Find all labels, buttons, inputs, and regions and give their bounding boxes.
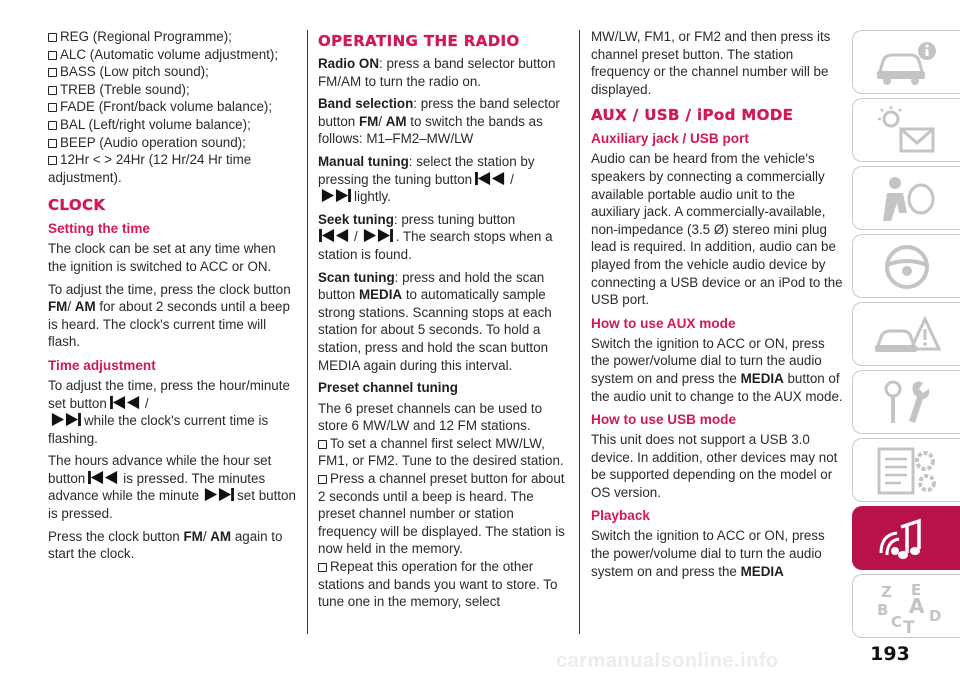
- text: while the clock's current time is flashing.: [48, 413, 269, 446]
- list-item: [318, 470, 566, 558]
- list-item: [48, 28, 298, 46]
- subheading-time-adjustment: Time adjustment: [48, 357, 156, 373]
- skip-back-icon: [474, 171, 508, 186]
- list-item-text: REG (Regional Programme);: [60, 29, 232, 44]
- list-item: [48, 134, 298, 152]
- text: MW/LW, FM1, or FM2 and then press its channel preset button. The station frequency or the channel number will be displayed.: [591, 29, 831, 97]
- skip-forward-icon: [360, 228, 394, 243]
- text: Switch the ignition to ACC or ON, press the power/volume dial to turn the audio system on and press the: [591, 528, 825, 579]
- roadside-emergency-icon: [873, 309, 943, 361]
- paragraph: [318, 269, 566, 375]
- text: : press a band selector button FM/AM to turn the radio on.: [318, 56, 556, 89]
- text: Switch the ignition to ACC or ON, press the power/volume dial to turn the audio system on and press the: [591, 335, 825, 386]
- column-3: [591, 28, 843, 585]
- svg-text:C: C: [891, 613, 903, 631]
- checkbox-bullet-icon: [48, 139, 57, 148]
- paragraph: [48, 528, 298, 563]
- list-item-text: 12Hr < > 24Hr (12 Hr/24 Hr time adjustment).: [48, 152, 252, 185]
- column-2: [318, 28, 566, 611]
- page-number: 193: [870, 643, 910, 665]
- key-wrench-icon: [873, 377, 943, 429]
- paragraph: [48, 281, 298, 351]
- text: : select the station by pressing the tuning button: [318, 153, 535, 187]
- text: . The search stops when a station is found.: [318, 229, 553, 262]
- text: /: [354, 229, 358, 245]
- section-heading-clock: CLOCK: [48, 196, 106, 215]
- text: The hours advance while the hour set button: [48, 453, 272, 486]
- subheading-aux-jack: Auxiliary jack / USB port: [591, 131, 749, 147]
- svg-text:B: B: [877, 601, 889, 619]
- text: /: [67, 299, 75, 315]
- car-info-icon: [873, 37, 943, 89]
- svg-text:Z: Z: [881, 583, 892, 601]
- text: for about 2 seconds until a beep is heard. The clock's current time will flash.: [48, 299, 290, 350]
- tab-warning-lights[interactable]: [852, 98, 960, 162]
- multimedia-music-icon: [873, 513, 943, 565]
- watermark: carmanualsonline.info: [556, 650, 779, 672]
- key-label: AM: [210, 528, 232, 544]
- list-item: [48, 151, 298, 186]
- tab-index[interactable]: [852, 574, 960, 638]
- list-item-text: BEEP (Audio operation sound);: [60, 134, 246, 150]
- paragraph: [318, 211, 566, 264]
- list-item-text: BASS (Low pitch sound);: [60, 64, 209, 80]
- list-item-text: Press a channel preset button for about 2 seconds until a beep is heard. The preset channel number or station frequency will be displayed. The station is now held in the memory.: [318, 471, 565, 557]
- list-item: [318, 558, 566, 611]
- tab-car-info[interactable]: [852, 30, 960, 94]
- list-item-text: ALC (Automatic volume adjustment);: [60, 46, 279, 62]
- paragraph: [48, 240, 298, 275]
- paragraph: [591, 431, 843, 501]
- text: /: [202, 528, 211, 544]
- column-divider: [307, 30, 308, 634]
- checkbox-bullet-icon: [48, 51, 57, 60]
- tab-multimedia[interactable]: [852, 506, 960, 570]
- paragraph: [591, 335, 843, 405]
- text: /: [378, 113, 386, 129]
- paragraph: [318, 400, 566, 435]
- list-item: [48, 81, 298, 99]
- section-heading-operating-radio: OPERATING THE RADIO: [318, 32, 520, 50]
- text: /: [144, 395, 149, 411]
- text: lightly.: [354, 189, 391, 205]
- paragraph: [318, 95, 566, 148]
- key-label: MEDIA: [740, 370, 784, 386]
- list-item-text: Repeat this operation for the other stations and bands you want to store. To tune one in the memory, select: [318, 559, 558, 610]
- skip-forward-icon: [318, 188, 352, 203]
- text: : press and hold the scan button: [318, 269, 545, 303]
- column-1: [48, 28, 298, 568]
- text: to switch the bands as follows: M1–FM2–MW/LW: [318, 113, 543, 147]
- text: Audio can be heard from the vehicle's speakers by connecting a commercially available portable audio unit to the auxiliary jack. A commercially-available, non-impedance (3.5 Ø) stereo mini plug lead is required. In addition, audio can be played from the vehicle audio device by connecting a USB device or an iPod to the USB port.: [591, 151, 843, 308]
- skip-forward-icon: [201, 487, 235, 502]
- svg-text:D: D: [929, 607, 942, 625]
- term-label: Radio ON: [318, 56, 380, 71]
- term-label: Seek tuning: [318, 211, 394, 227]
- checkbox-bullet-icon: [48, 33, 57, 42]
- key-label: FM: [183, 528, 203, 544]
- checkbox-bullet-icon: [318, 475, 327, 484]
- key-label: MEDIA: [740, 563, 784, 579]
- tab-starting-driving[interactable]: [852, 234, 960, 298]
- paragraph: [591, 28, 843, 98]
- text: This unit does not support a USB 3.0 device. In addition, other devices may not be supported depending on the model or OS version.: [591, 432, 838, 500]
- paragraph: [48, 452, 298, 522]
- safety-airbag-icon: [873, 173, 943, 225]
- tab-emergency[interactable]: [852, 302, 960, 366]
- key-label: AM: [385, 113, 407, 129]
- subheading-preset-channel: Preset channel tuning: [318, 380, 458, 396]
- svg-text:E: E: [911, 581, 922, 599]
- list-item-text: FADE (Front/back volume balance);: [60, 99, 273, 115]
- subheading-usb-mode: How to use USB mode: [591, 412, 737, 428]
- text: To adjust the time, press the hour/minute set button: [48, 377, 290, 411]
- warning-lights-icon: [873, 105, 943, 157]
- list-item: [48, 46, 298, 64]
- paragraph: [591, 150, 843, 308]
- checkbox-bullet-icon: [48, 103, 57, 112]
- text: To adjust the time, press the clock button: [48, 281, 291, 297]
- subheading-playback: Playback: [591, 508, 650, 524]
- tab-technical-data[interactable]: [852, 438, 960, 502]
- paragraph: [318, 153, 566, 206]
- paragraph: [318, 55, 566, 90]
- paragraph: [591, 527, 843, 580]
- chapter-tabs: [852, 30, 960, 640]
- skip-back-icon: [318, 228, 352, 243]
- list-item: [48, 116, 298, 134]
- skip-back-icon: [109, 395, 143, 410]
- text: Press the clock button: [48, 528, 184, 544]
- checkbox-bullet-icon: [318, 440, 327, 449]
- list-item: [48, 98, 298, 116]
- list-item-text: To set a channel first select MW/LW, FM1, or FM2. Tune to the desired station.: [318, 435, 564, 469]
- key-label: FM: [358, 113, 379, 129]
- paragraph: [48, 377, 298, 447]
- checkbox-bullet-icon: [48, 68, 57, 77]
- svg-text:T: T: [903, 618, 915, 633]
- tab-maintenance[interactable]: [852, 370, 960, 434]
- checkbox-bullet-icon: [48, 156, 57, 165]
- text: : press the band selector button: [318, 96, 560, 129]
- skip-forward-icon: [48, 412, 82, 427]
- key-label: AM: [74, 299, 96, 315]
- subheading-aux-mode: How to use AUX mode: [591, 315, 736, 331]
- steering-wheel-icon: [873, 241, 943, 293]
- text: The 6 preset channels can be used to store 6 MW/LW and 12 FM stations.: [318, 400, 543, 434]
- term-label: Scan tuning: [318, 269, 395, 285]
- text: button of the audio unit to change to the AUX mode.: [591, 370, 843, 404]
- text: again to start the clock.: [48, 528, 283, 562]
- text: /: [510, 171, 514, 187]
- text: to automatically sample strong stations. Scanning stops at each station for about 5 seconds. To hold a station, press and hold the scan button MEDIA again during this interval.: [318, 287, 552, 373]
- skip-back-icon: [87, 470, 121, 485]
- list-item: [318, 435, 566, 470]
- list-item: [48, 63, 298, 81]
- checkbox-bullet-icon: [318, 563, 327, 572]
- text: : press tuning button: [393, 211, 516, 227]
- text: set button is pressed.: [48, 488, 296, 522]
- svg-text:A: A: [909, 594, 925, 618]
- checkbox-bullet-icon: [48, 86, 57, 95]
- text: is pressed. The minutes advance while the minute: [48, 470, 266, 504]
- index-letters-icon: [873, 581, 943, 633]
- text: The clock can be set at any time when the ignition is switched to ACC or ON.: [48, 241, 276, 274]
- subheading-setting-time: Setting the time: [48, 221, 150, 237]
- term-label: Band selection: [318, 96, 414, 112]
- list-item-text: TREB (Treble sound);: [60, 81, 190, 97]
- term-label: Manual tuning: [318, 153, 409, 169]
- tab-safety[interactable]: [852, 166, 960, 230]
- checkbox-bullet-icon: [48, 121, 57, 130]
- maintenance-checklist-icon: [873, 445, 943, 497]
- column-divider: [579, 30, 580, 634]
- key-label: FM: [48, 299, 68, 315]
- list-item-text: BAL (Left/right volume balance);: [60, 116, 251, 132]
- section-heading-aux-usb-ipod: AUX / USB / iPod MODE: [591, 106, 794, 125]
- key-label: MEDIA: [358, 287, 403, 303]
